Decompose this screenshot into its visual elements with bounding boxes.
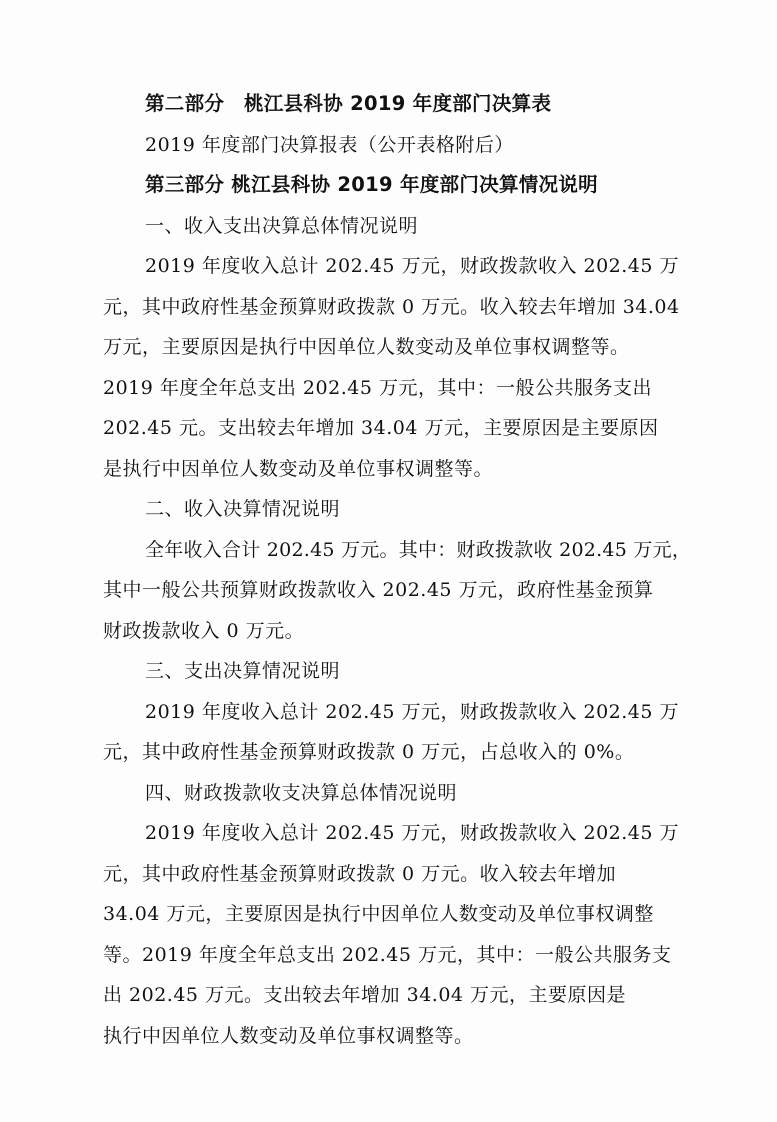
paragraph-line: 元，其中政府性基金预算财政拨款 0 万元。收入较去年增加: [103, 862, 617, 885]
paragraph-line: 2019 年度收入总计 202.45 万元，财政拨款收入 202.45 万: [145, 700, 680, 723]
paragraph-line: 元，其中政府性基金预算财政拨款 0 万元。收入较去年增加 34.04: [103, 295, 680, 318]
paragraph-line: 等。2019 年度全年总支出 202.45 万元，其中：一般公共服务支: [103, 943, 672, 966]
paragraph-line: 是执行中因单位人数变动及单位事权调整等。: [103, 457, 494, 480]
document-body: [103, 84, 693, 1056]
paragraph-line: 出 202.45 万元。支出较去年增加 34.04 万元，主要原因是: [103, 984, 627, 1006]
paragraph-line: 2019 年度全年总支出 202.45 万元，其中：一般公共服务支出: [103, 376, 652, 399]
paragraph-line: 34.04 万元，主要原因是执行中因单位人数变动及单位事权调整: [103, 903, 654, 925]
section-heading: 三、支出决算情况说明: [145, 660, 341, 682]
section-heading: 二、收入决算情况说明: [145, 498, 341, 520]
paragraph-line: 元，其中政府性基金预算财政拨款 0 万元，占总收入的 0%。: [103, 741, 635, 763]
paragraph-line: 财政拨款收入 0 万元。: [103, 619, 305, 642]
paragraph-line: 其中一般公共预算财政拨款收入 202.45 万元，政府性基金预算: [103, 579, 654, 601]
part2-title: 第二部分 桃江县科协 2019 年度部门决算表: [145, 92, 552, 115]
paragraph-line: 2019 年度收入总计 202.45 万元，财政拨款收入 202.45 万: [145, 822, 680, 844]
section-heading: 四、财政拨款收支决算总体情况说明: [145, 781, 458, 804]
paragraph-line: 万元，主要原因是执行中因单位人数变动及单位事权调整等。: [103, 336, 630, 358]
paragraph-line: 全年收入合计 202.45 万元。其中：财政拨款收 202.45 万元，: [145, 538, 692, 561]
part2-note: 2019 年度部门决算报表（公开表格附后）: [145, 133, 514, 156]
paragraph-line: 执行中因单位人数变动及单位事权调整等。: [103, 1024, 474, 1047]
paragraph-line: 202.45 元。支出较去年增加 34.04 万元，主要原因是主要原因: [103, 417, 659, 439]
section-heading: 一、收入支出决算总体情况说明: [145, 214, 419, 237]
paragraph-line: 2019 年度收入总计 202.45 万元，财政拨款收入 202.45 万: [145, 255, 680, 277]
part3-title: 第三部分 桃江县科协 2019 年度部门决算情况说明: [145, 173, 598, 196]
